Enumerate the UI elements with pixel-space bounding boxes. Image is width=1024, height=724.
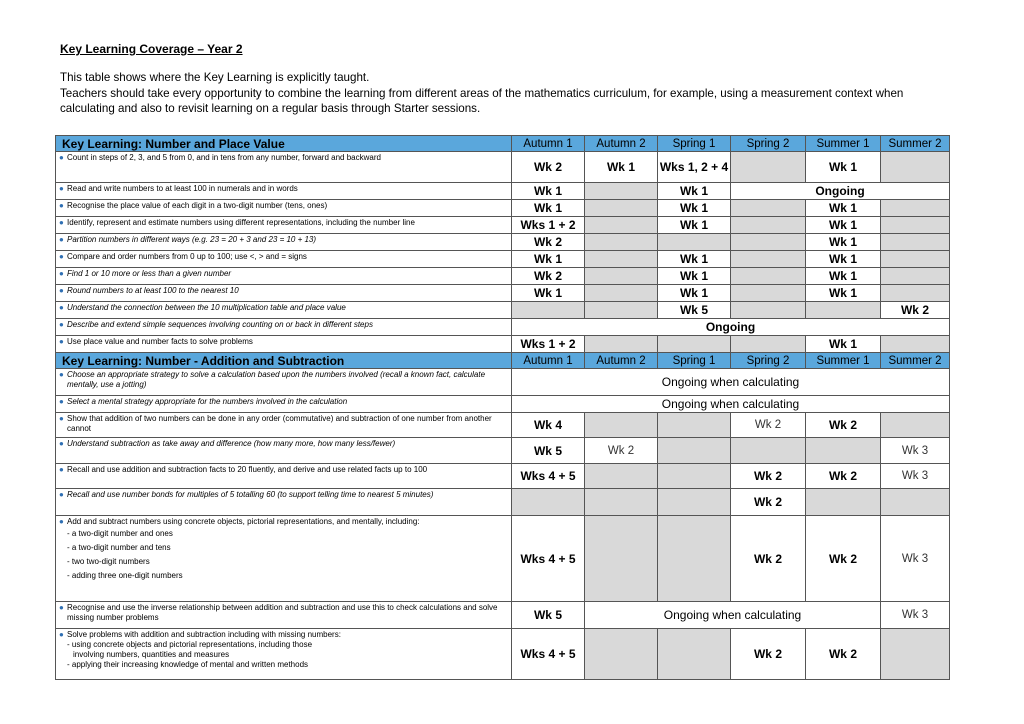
coverage-cell-empty: [806, 489, 881, 516]
objective-cell: ● Partition numbers in different ways (e.g. 23 = 20 + 3 and 23 = 10 + 13): [56, 234, 512, 251]
coverage-cell: Wk 1: [512, 183, 585, 200]
coverage-cell-empty: [585, 516, 658, 602]
coverage-cell: Wk 1: [658, 200, 731, 217]
sub-point: - a two-digit number and ones: [67, 529, 173, 538]
bullet-icon: ●: [59, 414, 64, 423]
objective-cell: ● Recognise and use the inverse relationship between addition and subtraction and use this to check calculations and solve missing number problems: [56, 602, 512, 629]
bullet-icon: ●: [59, 184, 64, 193]
table-row: [56, 629, 950, 680]
table-row: [56, 152, 950, 183]
coverage-cell: Wk 2: [731, 464, 806, 489]
coverage-cell-empty: [658, 336, 731, 353]
coverage-cell: Wk 5: [512, 602, 585, 629]
table-row: [56, 183, 950, 200]
coverage-cell-empty: [731, 200, 806, 217]
bullet-icon: ●: [59, 603, 64, 612]
coverage-cell-empty: [585, 217, 658, 234]
coverage-cell-empty: [658, 234, 731, 251]
coverage-cell-empty: [658, 516, 731, 602]
coverage-cell-empty: [731, 152, 806, 183]
coverage-cell: Wk 2: [806, 629, 881, 680]
coverage-cell-empty: [658, 438, 731, 464]
objective-cell: ● Add and subtract numbers using concrete objects, pictorial representations, and mentally, including: - a two-digit number and ones - a two-digit number and tens - two two-digit numbers - adding three one-digit numbers: [56, 516, 512, 602]
coverage-cell-empty: [731, 251, 806, 268]
coverage-cell-empty: [881, 152, 950, 183]
table-row: [56, 516, 950, 602]
section-header: [56, 353, 950, 369]
objective-cell: ● Compare and order numbers from 0 up to 100; use <, > and = signs: [56, 251, 512, 268]
objective-cell: ● Recall and use addition and subtraction facts to 20 fluently, and derive and use related facts up to 100: [56, 464, 512, 489]
objective-cell: ● Read and write numbers to at least 100 in numerals and in words: [56, 183, 512, 200]
coverage-cell: Wk 1: [512, 251, 585, 268]
coverage-cell: Wk 5: [512, 438, 585, 464]
coverage-cell-span: Ongoing when calculating: [585, 602, 881, 629]
sub-point: - a two-digit number and tens: [67, 543, 171, 552]
coverage-cell: Wk 1: [585, 152, 658, 183]
column-header: Autumn 2: [585, 353, 658, 369]
table-row: [56, 336, 950, 353]
coverage-cell: Wk 1: [512, 200, 585, 217]
coverage-cell-empty: [731, 217, 806, 234]
coverage-cell: Wk 1: [658, 268, 731, 285]
coverage-cell-span: Ongoing: [512, 319, 950, 336]
objective-cell: ● Show that addition of two numbers can be done in any order (commutative) and subtraction of one number from another cannot: [56, 413, 512, 438]
objective-cell: ● Choose an appropriate strategy to solve a calculation based upon the numbers involved (recall a known fact, calculate mentally, use a jotting): [56, 369, 512, 396]
column-header: Spring 2: [731, 353, 806, 369]
coverage-cell: Wk 2: [585, 438, 658, 464]
sub-point: involving numbers, quantities and measures: [73, 650, 230, 659]
coverage-cell-span: Ongoing when calculating: [512, 369, 950, 396]
bullet-icon: ●: [59, 286, 64, 295]
bullet-icon: ●: [59, 235, 64, 244]
bullet-icon: ●: [59, 218, 64, 227]
coverage-cell: Wk 1: [806, 200, 881, 217]
bullet-icon: ●: [59, 465, 64, 474]
coverage-cell-empty: [512, 302, 585, 319]
coverage-cell-empty: [658, 629, 731, 680]
coverage-cell: Wk 4: [512, 413, 585, 438]
bullet-icon: ●: [59, 490, 64, 499]
coverage-cell: Wk 2: [806, 516, 881, 602]
objective-cell: ● Solve problems with addition and subtraction including with missing numbers: - using concrete objects and pictorial representations, including those involving numbers, quantities and measures - applying their increasing knowledge of mental and written methods: [56, 629, 512, 680]
coverage-cell-empty: [881, 413, 950, 438]
coverage-cell-empty: [881, 336, 950, 353]
table-row: [56, 268, 950, 285]
sub-point: - two two-digit numbers: [67, 557, 150, 566]
objective-cell: ● Count in steps of 2, 3, and 5 from 0, and in tens from any number, forward and backward: [56, 152, 512, 183]
coverage-cell: Wk 2: [512, 152, 585, 183]
coverage-cell-empty: [731, 438, 806, 464]
coverage-cell-empty: [658, 489, 731, 516]
coverage-cell-empty: [731, 234, 806, 251]
objective-cell: ● Identify, represent and estimate numbers using different representations, including the number line: [56, 217, 512, 234]
table-row: [56, 251, 950, 268]
bullet-icon: ●: [59, 397, 64, 406]
table-row: [56, 200, 950, 217]
coverage-cell-empty: [658, 464, 731, 489]
coverage-cell-empty: [585, 251, 658, 268]
coverage-cell-empty: [585, 336, 658, 353]
coverage-cell-empty: [731, 285, 806, 302]
coverage-cell: Wk 3: [881, 438, 950, 464]
table-row: [56, 369, 950, 396]
intro-line-1: This table shows where the Key Learning is explicitly taught.: [60, 71, 370, 84]
coverage-cell-empty: [881, 268, 950, 285]
table-row: [56, 285, 950, 302]
coverage-cell: Wk 5: [658, 302, 731, 319]
coverage-cell-empty: [731, 302, 806, 319]
coverage-cell: Wk 1: [806, 268, 881, 285]
coverage-cell-empty: [585, 629, 658, 680]
bullet-icon: ●: [59, 303, 64, 312]
coverage-cell: Wk 3: [881, 516, 950, 602]
coverage-cell: Wk 2: [512, 234, 585, 251]
page-title: Key Learning Coverage – Year 2: [60, 42, 243, 56]
coverage-cell: Wk 1: [658, 217, 731, 234]
bullet-icon: ●: [59, 201, 64, 210]
table-row: [56, 602, 950, 629]
coverage-table: [55, 135, 950, 680]
coverage-cell: Wk 1: [658, 251, 731, 268]
coverage-cell: Wks 4 + 5: [512, 464, 585, 489]
column-header: Summer 2: [881, 353, 950, 369]
coverage-cell: Wk 1: [658, 183, 731, 200]
objective-cell: ● Describe and extend simple sequences involving counting on or back in different steps: [56, 319, 512, 336]
coverage-cell: Wk 2: [512, 268, 585, 285]
sub-point: - applying their increasing knowledge of mental and written methods: [67, 660, 309, 669]
objective-cell: ● Find 1 or 10 more or less than a given number: [56, 268, 512, 285]
coverage-cell: Wk 1: [806, 336, 881, 353]
bullet-icon: ●: [59, 269, 64, 278]
coverage-cell-empty: [881, 200, 950, 217]
coverage-cell: Wk 2: [731, 629, 806, 680]
coverage-cell-empty: [512, 489, 585, 516]
coverage-cell-empty: [585, 302, 658, 319]
section-title: Key Learning: Number - Addition and Subtraction: [56, 353, 512, 369]
column-header: Autumn 2: [585, 136, 658, 152]
coverage-cell-empty: [658, 413, 731, 438]
column-header: Autumn 1: [512, 136, 585, 152]
objective-cell: ● Understand subtraction as take away and difference (how many more, how many less/fewer): [56, 438, 512, 464]
table-row: [56, 396, 950, 413]
bullet-icon: ●: [59, 153, 64, 162]
objective-cell: ● Round numbers to at least 100 to the nearest 10: [56, 285, 512, 302]
coverage-cell-empty: [585, 200, 658, 217]
coverage-cell: Wks 1, 2 + 4: [658, 152, 731, 183]
bullet-icon: ●: [59, 337, 64, 346]
coverage-cell: Wk 2: [806, 413, 881, 438]
objective-cell: ● Recall and use number bonds for multiples of 5 totalling 60 (to support telling time to nearest 5 minutes): [56, 489, 512, 516]
coverage-cell: Wk 1: [806, 234, 881, 251]
coverage-cell: Wk 2: [731, 413, 806, 438]
table-row: [56, 413, 950, 438]
column-header: Spring 1: [658, 136, 731, 152]
intro-text: [60, 70, 960, 117]
coverage-cell: Wk 1: [806, 251, 881, 268]
coverage-cell-empty: [585, 413, 658, 438]
section-header: [56, 136, 950, 152]
coverage-cell-empty: [806, 438, 881, 464]
bullet-icon: ●: [59, 630, 64, 639]
column-header: Autumn 1: [512, 353, 585, 369]
coverage-cell: Wk 2: [881, 302, 950, 319]
coverage-cell-empty: [585, 464, 658, 489]
table-row: [56, 489, 950, 516]
column-header: Spring 2: [731, 136, 806, 152]
coverage-cell-empty: [585, 183, 658, 200]
coverage-cell-empty: [585, 285, 658, 302]
table-row: [56, 302, 950, 319]
coverage-cell-empty: [881, 217, 950, 234]
objective-cell: ● Use place value and number facts to solve problems: [56, 336, 512, 353]
column-header: Summer 2: [881, 136, 950, 152]
coverage-cell-span: Ongoing when calculating: [512, 396, 950, 413]
section-title: Key Learning: Number and Place Value: [56, 136, 512, 152]
coverage-cell: Wk 1: [806, 285, 881, 302]
column-header: Summer 1: [806, 353, 881, 369]
sub-point: - adding three one-digit numbers: [67, 571, 183, 580]
coverage-cell: Wk 3: [881, 464, 950, 489]
coverage-cell-empty: [881, 251, 950, 268]
coverage-cell-empty: [881, 629, 950, 680]
table-row: [56, 464, 950, 489]
objective-cell: ● Recognise the place value of each digit in a two-digit number (tens, ones): [56, 200, 512, 217]
bullet-icon: ●: [59, 439, 64, 448]
coverage-cell-empty: [881, 285, 950, 302]
objective-cell: ● Select a mental strategy appropriate for the numbers involved in the calculation: [56, 396, 512, 413]
coverage-cell: Wk 1: [658, 285, 731, 302]
coverage-cell: Wks 4 + 5: [512, 629, 585, 680]
coverage-cell: Wk 1: [806, 217, 881, 234]
coverage-cell-empty: [585, 234, 658, 251]
bullet-icon: ●: [59, 252, 64, 261]
coverage-cell: Wk 1: [806, 152, 881, 183]
coverage-cell-empty: [585, 268, 658, 285]
sub-point: - using concrete objects and pictorial representations, including those: [67, 640, 313, 649]
column-header: Summer 1: [806, 136, 881, 152]
coverage-cell: Wks 1 + 2: [512, 217, 585, 234]
table-row: [56, 319, 950, 336]
table-row: [56, 217, 950, 234]
coverage-cell-empty: [806, 302, 881, 319]
table-row: [56, 438, 950, 464]
coverage-cell: Wks 1 + 2: [512, 336, 585, 353]
coverage-cell: Wk 2: [731, 489, 806, 516]
column-header: Spring 1: [658, 353, 731, 369]
bullet-icon: ●: [59, 370, 64, 379]
coverage-cell-empty: [731, 268, 806, 285]
coverage-cell: Wk 2: [806, 464, 881, 489]
table-row: [56, 234, 950, 251]
bullet-icon: ●: [59, 320, 64, 329]
bullet-icon: ●: [59, 517, 64, 526]
coverage-cell: Wks 4 + 5: [512, 516, 585, 602]
coverage-cell-empty: [881, 489, 950, 516]
coverage-cell-empty: [731, 336, 806, 353]
coverage-cell: Wk 3: [881, 602, 950, 629]
coverage-cell: Wk 1: [512, 285, 585, 302]
coverage-cell: Wk 2: [731, 516, 806, 602]
intro-line-2: Teachers should take every opportunity to combine the learning from different areas of the mathematics curriculum, for example, using a measurement context when calculating and also to revisit learning on a regular basis through Starter sessions.: [60, 86, 904, 115]
coverage-cell-span: Ongoing: [731, 183, 950, 200]
objective-cell: ● Understand the connection between the 10 multiplication table and place value: [56, 302, 512, 319]
coverage-cell-empty: [881, 234, 950, 251]
coverage-cell-empty: [585, 489, 658, 516]
